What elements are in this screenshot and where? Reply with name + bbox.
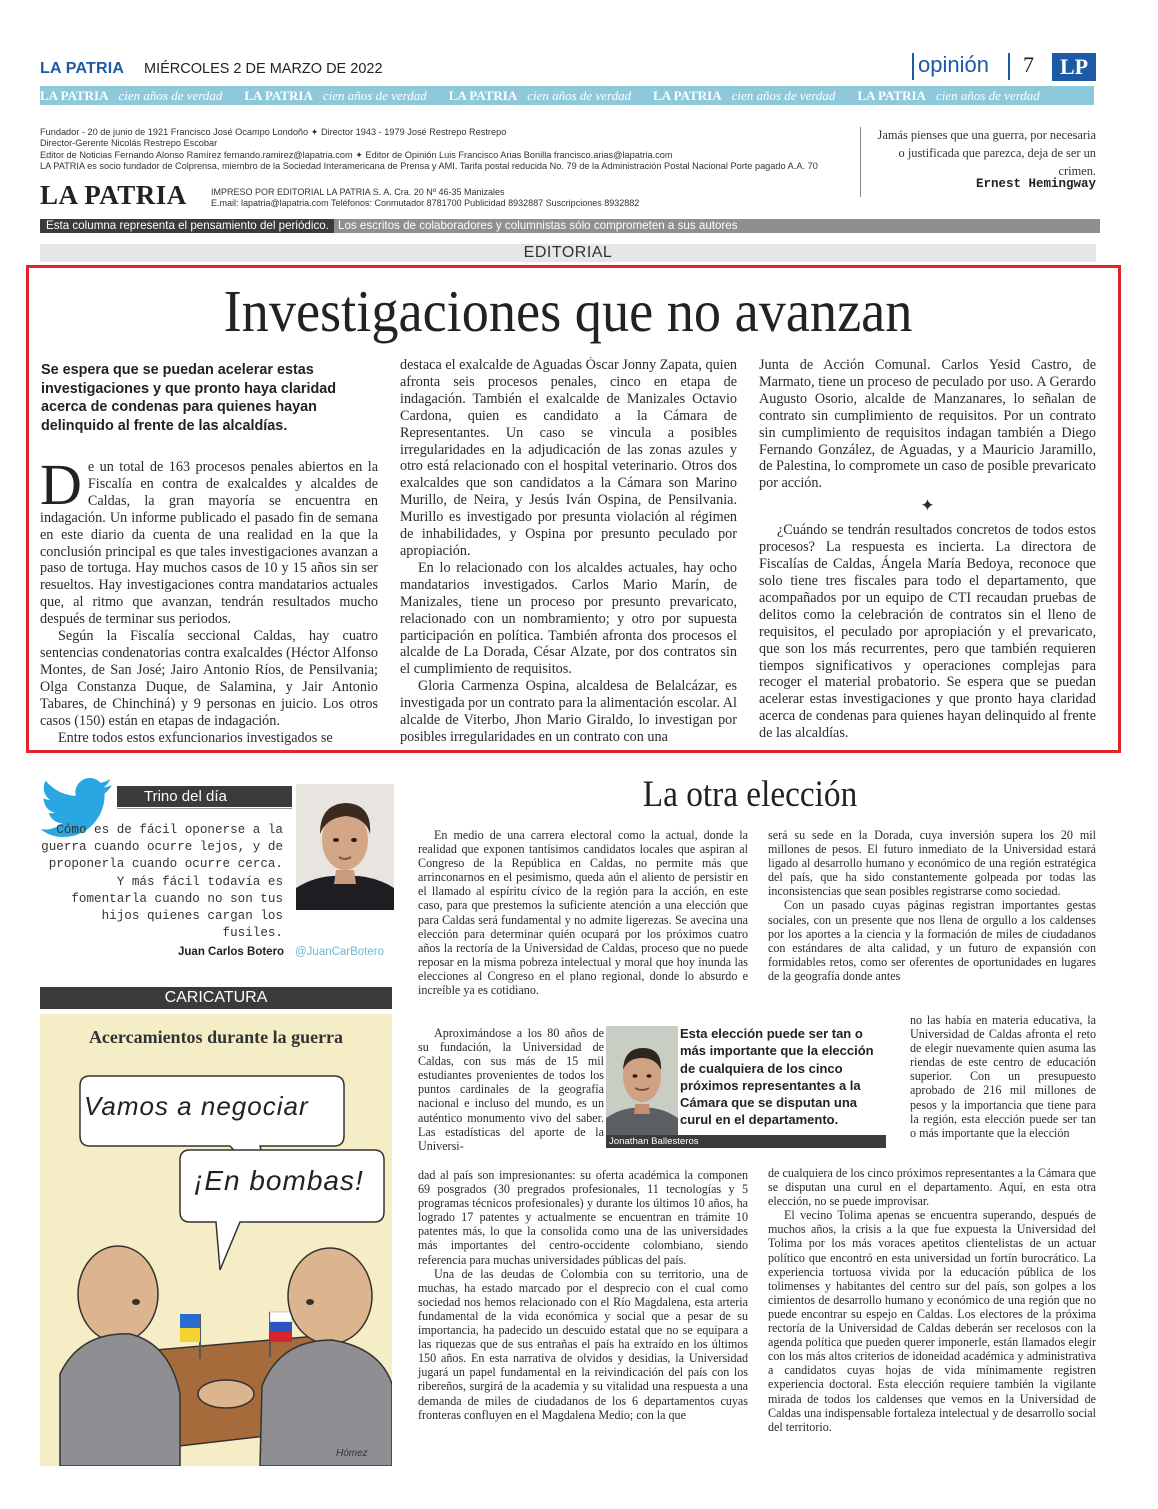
strip-brand: LA PATRIA	[40, 88, 109, 103]
pull-quote: Esta elección puede ser tan o más importante que la elección de cualquiera de los cinco próximos representantes a la Cámara que se disputan una curul en el departamento.	[680, 1026, 874, 1128]
editorial-paragraph	[40, 459, 378, 628]
column-col2-bottom	[768, 1166, 1096, 1434]
column-paragraph: El vecino Tolima apenas se encuentra superando, después de muchos años, la crisis a la que fue expuesta la Universidad del Tolima por los más voraces apetitos clientelistas de un actuar político que encontró en esta universidad un fortín burocrático. La experiencia tortuosa vivida por la educación pública de los tolimenses y habitantes del centro sur del país, son golpes a los cimientos de desarrollo humano y económico de una región que no puede encontrar su espejo en Caldas. Los electores de la próxima rectoría de la Universidad de Caldas deberán ser recelosos con la agenda política que pueden querer imponerle, están llamados elegir con los más altos criterios de idoneidad académica y administrativa a candidatos cuyas hojas de vida mínimamente registren experiencia doctoral. Esta elección requiere también la vigilante mirada de todos los caldenses que vemos en la Universidad de Caldas una indispensable fortaleza intelectual y de desarrollo social del territorio.	[768, 1208, 1096, 1434]
column-col1-narrow	[418, 1026, 604, 1153]
editorial-column-3	[759, 357, 1096, 742]
header-divider-left	[912, 53, 914, 80]
strip-brand: LA PATRIA	[448, 88, 518, 103]
cartoon-title: Acercamientos durante la guerra	[88, 1027, 344, 1047]
cartoon-bubble-2: ¡En bombas!	[194, 1165, 364, 1196]
trino-rule	[117, 808, 292, 809]
trino-text: Cómo es de fácil oponerse a la guerra cuando ocurre lejos, y de proponerla cuando ocurre cerca. Y más fácil todavía es fomentarla cuando no son tus hijos quienes cargan los fusiles.	[41, 823, 283, 941]
strip-tagline: cien años de verdad	[118, 88, 223, 103]
column-paragraph: En medio de una carrera electoral como la actual, donde la realidad que exponen tantísimos candidatos locales que aspiran al Congreso de la República en Caldas, no permite más que arrinconarnos en el pesimismo, queda aún el aliento de persistir en el llamado al espíritu cívico de la región para la acción, en este caso, para que prestemos la suficiente atención a una elección que para Caldas será fundamental y no admite ligerezas. Se avecina una elección para determinar quién ocupará por los próximos cuatro años la rectoría de la Universidad de Caldas, proceso que no puede reposar en la misma pobreza intelectual y moral que hoy inunda las elecciones al Congreso en el plano regional, donde lo absurdo e increíble ya es cotidiano.	[418, 828, 748, 998]
column-paragraph: Aproximándose a los 80 años de su fundación, la Universidad de Caldas, con sus más de 15 mil estudiantes provenientes de todos los puntos cardinales de la geografía nacional e incluso del mundo, es un auténtico monumento vivo del saber. Las estadísticas del aporte de la Universi-	[418, 1026, 604, 1153]
strip-brand: LA PATRIA	[244, 88, 313, 103]
header-divider-right	[1008, 53, 1010, 80]
paragraph-text: e un total de 163 procesos penales abiertos en la Fiscalía en contra de exalcaldes y alcaldes de Caldas, la gran mayoría se encuentra en indagación. Un informe publicado el pasado fin de semana en este diario da cuenta de una realidad en la que la conclusión principal es que tales investigaciones avanzan a paso de tortuga. Hay muchos casos de 10 y 15 años sin ser resueltos. Hay investigaciones contra mandatarios actuales que, al ritmo que avanzan, tendrán resultados mucho después de terminar sus periodos.	[40, 459, 378, 628]
strip-tagline: cien años de verdad	[731, 88, 836, 103]
editorial-paragraph: Entre todos estos exfuncionarios investigados se	[58, 729, 333, 746]
strip-brand: LA PATRIA	[653, 88, 722, 103]
opinion-bar-right: Los escritos de colaboradores y columnistas sólo comprometen a sus autores	[334, 219, 1100, 233]
cartoon-illustration	[40, 1014, 392, 1466]
editorial-title: Investigaciones que no avanzan	[223, 278, 913, 344]
editorial-paragraph: destaca el exalcalde de Aguadas Óscar Jonny Zapata, quien afronta seis procesos penales, cinco en etapa de indagación. También el exalcalde de Manizales Octavio Cardona, quien es candidato a la Cámara de Representantes. Un caso se vincula a posibles irregularidades en la adjudicación de las zonas azules y otro está relacionado con el hospital veterinario. Otros dos exalcaldes que son candidatos a la Cámara son Marino Murillo, de Neira, y Jesús Iván Ospina, de Pensilvania. Murillo es investigado por presunta violación al régimen de inhabilidades, y Ospina por presunto peculado por apropiación.	[400, 357, 737, 559]
column-col2-top	[768, 828, 1096, 983]
quote-author: Ernest Hemingway	[975, 177, 1096, 191]
columnist-photo	[606, 1026, 678, 1142]
editorial-col3-clip	[759, 357, 1099, 749]
column-paragraph: será su sede en la Dorada, cuya inversión supera los 20 mil millones de pesos. El futuro inmediato de la Universidad estará ligado al desarrollo humano y económico de una región estratégica del país, que ha sido constantemente golpeada por todas las inconsistencias que sean posibles registrarse como sociedad.	[768, 828, 1096, 899]
opinion-bar-left: Esta columna representa el pensamiento del periódico.	[40, 219, 334, 233]
column-title: La otra elección	[642, 774, 858, 815]
credits-line: Fundador - 20 de junio de 1921 Francisco José Ocampo Londoño ✦ Director 1943 - 1979 José Restrepo Restrepo	[40, 127, 507, 137]
section-header-editorial: EDITORIAL	[40, 244, 1096, 262]
strip-tagline: cien años de verdad	[322, 88, 427, 103]
editorial-paragraph: ¿Cuándo se tendrán resultados concretos de todos estos procesos? La respuesta es incierta. La directora de Fiscalías de Caldas, Ángela María Bedoya, reconoce que solo tiene tres fiscales para todo el departamento, que acompañados por un equipo de CTI recaudan pruebas de delitos como la celebración de contratos sin el lleno de requisitos, el peculado por apropiación y el prevaricato, que son los más recurrentes, pero que también requieren tiempos significativos y operaciones complejas para recoger el material probatorio. Se espera que se puedan acelerar estas investigaciones y que pronto haya claridad acerca de condenas para quienes hayan delinquido al frente de las alcaldías.	[759, 522, 1096, 742]
cartoon-signature: Hómez	[336, 1448, 368, 1459]
column-col1-top	[418, 828, 748, 997]
credits-line: Editor de Noticias Fernando Alonso Ramírez fernando.ramirez@lapatria.com ✦ Editor de Opinión Luis Francisco Arias Bonilla francisco.arias@lapatria.com	[40, 149, 673, 160]
lp-logo: LP	[1052, 53, 1096, 81]
column-paragraph: Con un pasado cuyas páginas registran importantes gestas sociales, con un presente que nos llena de orgullo a los caldenses por los aportes a la ciencia y la formación de miles de ciudadanos con estándares de alta calidad, y un futuro de expansión con formidables retos, como ser oferentes de oportunidades en lugares de la geografía donde antes	[768, 898, 1096, 983]
trino-label: Trino del día	[117, 786, 292, 807]
column-paragraph: dad al país son impresionantes: su oferta académica la componen 69 posgrados (30 pregrados profesionales, 11 tecnologías y 5 programas técnicos profesionales) y durante los últimos 10 años, ha logrado 17 patentes y actualmente se encuentran en trámite 10 patentes más, lo que la consolida como una de las universidades más importantes del centro-occidente colombiano, siendo referencia para muchas universidades públicas del país.	[418, 1168, 748, 1267]
column-paragraph: no las había en materia educativa, la Universidad de Caldas afronta el reto de elegir nuevamente quien asuma las riendas de este centro de educación superior. Con un presupuesto aprobado de 216 mil millones de pesos y la importancia que tiene para la región, esta elección puede ser tan o más importante que la elección	[910, 1013, 1096, 1140]
separator-star: ✦	[920, 496, 935, 516]
strip-tagline: cien años de verdad	[527, 88, 632, 103]
editorial-paragraph: En lo relacionado con los alcaldes actuales, hay ocho mandatarios investigados. Carlos Mario Marín, de Manizales, tiene un proceso por presunto prevaricato, relacionado con un nombramiento; y otro por supuesta participación en política. También afronta dos procesos el alcalde de La Dorada, César Alzate, por dos contratos sin el cumplimiento de requisitos.	[400, 559, 737, 678]
author-photo	[296, 784, 394, 910]
section-label: opinión	[918, 52, 989, 77]
editorial-column-1	[40, 459, 378, 746]
quote-rule	[860, 127, 861, 197]
editorial-paragraph: Junta de Acción Comunal. Carlos Yesid Castro, de Marmato, tiene un proceso de peculado por uso. A Gerardo Augusto Osorio, alcalde de Manzanares, lo señalan de contrato sin cumplimiento de requisitos. Por un contrato sin cumplimiento de requisitos indagan también a Diego Fernando González, de Aguadas, y a Mauricio Jaramillo, de Palestina, lo compromete un caso de posible prevaricato por acción.	[759, 357, 1096, 492]
impreso-line: IMPRESO POR EDITORIAL LA PATRIA S. A. Cra. 20 Nº 46-35 Manizales	[211, 187, 505, 197]
page-number: 7	[1023, 52, 1034, 77]
column-paragraph: de cualquiera de los cinco próximos representantes a la Cámara que se disputan una curul en el departamento. Aquí, en esta otra elección, no se puede improvisar.	[768, 1166, 1096, 1209]
header-date: MIÉRCOLES 2 DE MARZO DE 2022	[144, 61, 383, 77]
photo-caption: Jonathan Ballesteros	[606, 1135, 886, 1148]
editorial-column-2	[400, 357, 737, 746]
cartoon-bubble-1: Vamos a negociar	[84, 1091, 309, 1121]
masthead-impreso	[211, 187, 639, 209]
masthead-credits	[40, 127, 860, 173]
tagline-strip	[40, 86, 1094, 105]
editorial-paragraph: Según la Fiscalía seccional Caldas, hay cuatro sentencias condenatorias contra exalcaldes (Héctor Alfonso Montes, de San José; Jairo Antonio Ríos, de Pensilvania; Olga Constanza Duque, de Salamina, y Jair Antonio Tabares, de Chinchiná) y 9 personas en juicio. Los otros casos (150) están en etapas de indagación.	[40, 628, 378, 729]
trino-handle: @JuanCarBotero	[295, 946, 385, 958]
credits-line: Director-Gerente Nicolás Restrepo Escobar	[40, 138, 218, 149]
credits-line: LA PATRIA es socio fundador de Colprensa, miembro de la Sociedad Interamericana de Prensa y AMI. Tarifa postal reducida No. 79 de la Administración Postal Nacional Porte pagado A.A. 70	[40, 161, 818, 172]
header-brand: LA PATRIA	[40, 60, 125, 77]
column-paragraph: Una de las deudas de Colombia con su territorio, una de muchas, ha estado marcado por el desprecio con el cual como sociedad nos hemos relacionado con el Río Magdalena, esta arteria fundamental de la vida económica y social que a pesar de su importancia, ha padecido un descuido estatal que no se equipara a las riquezas que de sus entrañas el país ha extraído en los últimos 150 años. En esta narrativa de olvidos y desidias, la Universidad jugará un papel fundamental en la reivindicación del país con los ribereños, surgirá de la academia y su vitalidad una respuesta a una demanda de miles de ciudadanos de los 6 departamentos cuyas fronteras confluyen en el Magdalena Medio; con la que	[418, 1266, 748, 1422]
editorial-paragraph: Gloria Carmenza Ospina, alcaldesa de Belalcázar, es investigada por un contrato para la alimentación escolar. Al alcalde de Viterbo, Jhon Mario Giraldo, lo investigan por posibles irregularidades en un contrato con una	[400, 678, 737, 745]
column-col1-bottom	[418, 1168, 748, 1422]
trino-author: Juan Carlos Botero	[178, 946, 285, 958]
dropcap: D	[40, 459, 82, 517]
editorial-col2-clip	[400, 357, 740, 749]
column-col2-narrow	[910, 1013, 1096, 1140]
editorial-col1-clip	[40, 459, 380, 749]
caricatura-label: CARICATURA	[40, 987, 392, 1009]
quote-text: Jamás pienses que una guerra, por necesaria o justificada que parezca, deja de ser un crimen.	[877, 128, 1096, 178]
strip-tagline: cien años de verdad	[935, 88, 1040, 103]
strip-brand: LA PATRIA	[857, 88, 926, 103]
masthead-logo: LA PATRIA	[40, 180, 187, 210]
editorial-lead: Se espera que se puedan acelerar estas investigaciones y que pronto haya claridad acerca de condenas para quienes hayan delinquido al frente de las alcaldías.	[41, 362, 337, 435]
impreso-line: E.mail: lapatria@lapatria.com Teléfonos: Conmutador 8781700 Publicidad 8932887 Suscripciones 8932882	[211, 198, 640, 208]
